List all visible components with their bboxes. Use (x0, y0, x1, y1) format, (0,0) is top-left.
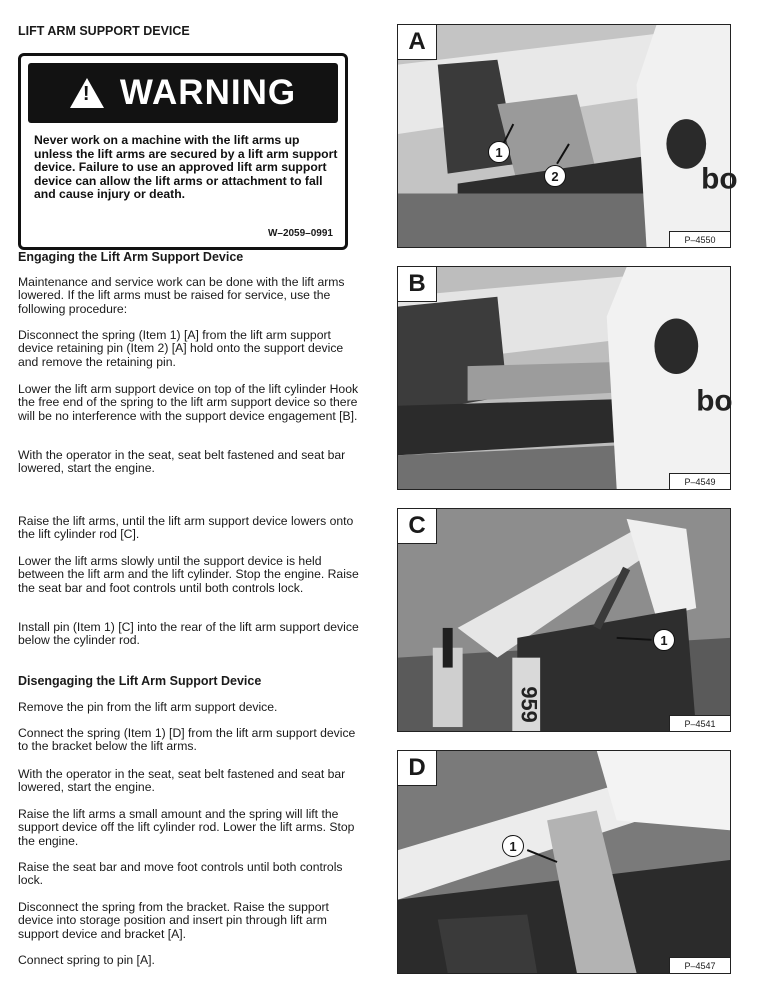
engaging-paragraph-5: Raise the lift arms, until the lift arm support device lowers onto the lift cylinder rod [C]. (18, 514, 354, 542)
svg-text:bo: bo (701, 162, 738, 196)
svg-text:bo: bo (696, 384, 733, 418)
disengaging-paragraph-4: Raise the lift arms a small amount and the spring will lift the support device off the lift cylinder rod. Lower the lift arms. Stop the engine. (18, 807, 355, 848)
figure-code: P–4547 (669, 957, 730, 973)
warning-word: WARNING (119, 73, 297, 112)
lift-arm-photo-b (398, 267, 733, 489)
disengaging-paragraph-3: With the operator in the seat, seat belt fastened and seat bar lowered, start the engine. (18, 767, 346, 795)
warning-banner (28, 63, 338, 123)
figure-letter: A (398, 25, 437, 60)
figure-a (397, 24, 738, 248)
page-title: LIFT ARM SUPPORT DEVICE (18, 24, 190, 38)
figure-letter: C (398, 509, 437, 544)
engaging-paragraph-3: Lower the lift arm support device on top of the lift cylinder Hook the free end of the spring to the lift arm support device so there will be no interference with the support device engagement [B]. (18, 382, 359, 423)
callout-1: 1 (488, 141, 510, 163)
figure-letter: D (398, 751, 437, 786)
warning-triangle-icon: ! (70, 78, 104, 108)
callout-1: 1 (653, 629, 675, 651)
figure-b (397, 266, 731, 490)
engaging-paragraph-6: Lower the lift arms slowly until the support device is held between the lift arm and the lift cylinder. Stop the engine. Raise the seat bar and foot controls until both controls lock. (18, 554, 359, 595)
figure-d (397, 750, 731, 974)
disengaging-paragraph-6: Disconnect the spring from the bracket. Raise the support device into storage position and insert pin through lift arm support device and bracket [A]. (18, 900, 329, 941)
lift-arm-photo-a (398, 25, 738, 247)
disengaging-paragraph-7: Connect spring to pin [A]. (18, 953, 155, 967)
figure-code: P–4549 (669, 473, 730, 489)
disengaging-paragraph-1: Remove the pin from the lift arm support device. (18, 700, 278, 714)
figure-c (397, 508, 731, 732)
callout-2: 2 (544, 165, 566, 187)
engaging-paragraph-2: Disconnect the spring (Item 1) [A] from the lift arm support device retaining pin (Item 2) [A] hold onto the support device and remove the retaining pin. (18, 328, 344, 369)
warning-box (18, 53, 348, 250)
engaging-heading: Engaging the Lift Arm Support Device (18, 250, 244, 264)
lift-arm-photo-c (398, 509, 730, 731)
callout-1: 1 (502, 835, 524, 857)
figure-code: P–4541 (669, 715, 730, 731)
engaging-paragraph-7: Install pin (Item 1) [C] into the rear of the lift arm support device below the cylinder rod. (18, 620, 359, 648)
engaging-paragraph-4: With the operator in the seat, seat belt fastened and seat bar lowered, start the engine. (18, 448, 346, 476)
svg-text:959: 959 (516, 686, 542, 723)
lift-arm-photo-d (398, 751, 730, 973)
disengaging-paragraph-2: Connect the spring (Item 1) [D] from the lift arm support device to the bracket below the lift arms. (18, 726, 356, 754)
disengaging-paragraph-5: Raise the seat bar and move foot controls until both controls lock. (18, 860, 343, 888)
figure-letter: B (398, 267, 437, 302)
disengaging-heading: Disengaging the Lift Arm Support Device (18, 674, 262, 688)
engaging-paragraph-1: Maintenance and service work can be done with the lift arms lowered. If the lift arms must be raised for service, use the following procedure: (18, 275, 345, 316)
warning-code: W–2059–0991 (267, 228, 333, 239)
warning-text: Never work on a machine with the lift arms up unless the lift arms are secured by a lift arm support device. Failure to use an approved lift arm support device can allow the lift arms or attachment to fall and cause injury or death. (34, 133, 338, 202)
figure-code: P–4550 (669, 231, 730, 247)
